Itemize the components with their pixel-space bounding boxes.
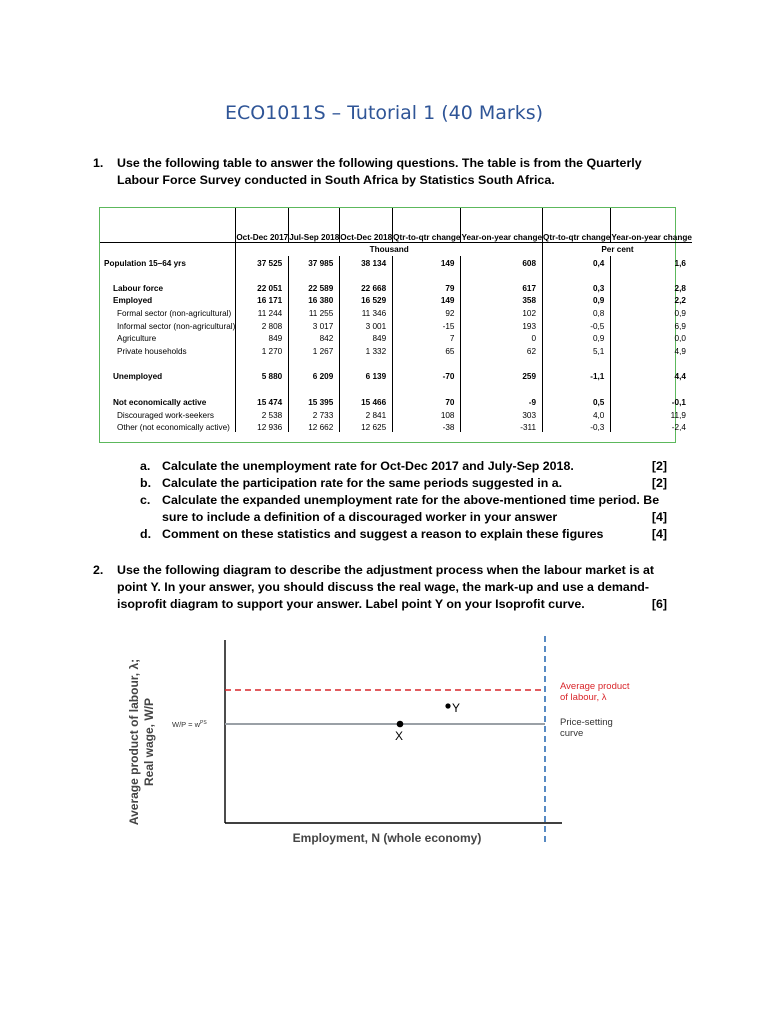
question-2-line3: isoprofit diagram to support your answer. Label point Y on your Isoprofit curve. — [117, 597, 585, 611]
table-cell: 4,9 — [611, 343, 692, 356]
table-cell: 2 733 — [289, 407, 340, 420]
header-cell: Year-on-year change — [461, 208, 543, 243]
table-cell: 15 395 — [289, 381, 340, 407]
sub-question-marks: [4] — [651, 527, 667, 541]
table-cell: 65 — [393, 343, 461, 356]
apl-label-line1: Average product — [560, 681, 630, 692]
table-cell: 1 267 — [289, 343, 340, 356]
table-cell: 358 — [461, 293, 543, 306]
x-axis-label: Employment, N (whole economy) — [292, 831, 482, 845]
table-cell: -311 — [461, 420, 543, 433]
header-cell: Oct-Dec 2017 — [236, 208, 289, 243]
table-cell: 2 538 — [236, 407, 289, 420]
table-cell: 5 880 — [236, 356, 289, 382]
sub-question-marks: [4] — [651, 510, 667, 524]
table-cell: -15 — [393, 318, 461, 331]
ps-label-line2: curve — [560, 728, 584, 739]
row-label: Discouraged work-seekers — [117, 410, 214, 420]
row-label: Unemployed — [113, 372, 163, 382]
table-cell: 2 808 — [236, 318, 289, 331]
header-cell: Qtr-to-qtr change — [393, 208, 461, 243]
table-cell: 3 001 — [340, 318, 393, 331]
table-row — [100, 407, 692, 420]
apl-label-line2: of labour, λ — [560, 692, 607, 703]
table-cell: 37 985 — [289, 256, 340, 269]
lfs-table-frame — [99, 207, 692, 443]
row-label: Population 15–64 yrs — [104, 259, 186, 269]
sub-question-letter: d. — [140, 527, 152, 541]
table-cell: 16 380 — [289, 293, 340, 306]
question-2-line1: Use the following diagram to describe the adjustment process when the labour market is at — [117, 563, 655, 577]
sub-question-text: Calculate the expanded unemployment rate for the above-mentioned time period. Be — [162, 493, 660, 507]
table-cell: 6 139 — [340, 356, 393, 382]
table-cell: 149 — [393, 256, 461, 269]
table-cell: 0 — [461, 331, 543, 344]
sub-question-text: Calculate the participation rate for the same periods suggested in a. — [162, 476, 563, 490]
row-label: Private households — [117, 346, 187, 356]
table-row — [100, 293, 692, 306]
table-cell: 16 529 — [340, 293, 393, 306]
table-header-row — [100, 208, 692, 243]
table-cell: 849 — [236, 331, 289, 344]
table-cell: 102 — [461, 305, 543, 318]
row-label: Labour force — [113, 283, 164, 293]
question-1-line2: Labour Force Survey conducted in South Africa by Statistics South Africa. — [117, 173, 555, 187]
unit-percent: Per cent — [543, 243, 692, 256]
header-cell: Oct-Dec 2018 — [340, 208, 393, 243]
row-label: Not economically active — [113, 397, 207, 407]
table-row — [100, 331, 692, 344]
sub-question-letter: a. — [140, 459, 151, 473]
table-cell: 2 841 — [340, 407, 393, 420]
table-cell: 22 668 — [340, 268, 393, 293]
table-cell: 0,5 — [543, 381, 611, 407]
table-cell: 6,9 — [611, 318, 692, 331]
table-cell: 1 332 — [340, 343, 393, 356]
table-cell: 0,8 — [543, 305, 611, 318]
table-cell: -38 — [393, 420, 461, 433]
table-row — [100, 305, 692, 318]
sub-question-b — [140, 475, 667, 492]
table-cell: 4,0 — [543, 407, 611, 420]
table-row — [100, 343, 692, 356]
table-cell: 2,8 — [611, 268, 692, 293]
table-cell: 15 474 — [236, 381, 289, 407]
header-cell: Jul-Sep 2018 — [289, 208, 340, 243]
table-cell: 5,1 — [543, 343, 611, 356]
sub-question-text: Calculate the unemployment rate for Oct-Dec 2017 and July-Sep 2018. — [162, 459, 574, 473]
y-axis-label-line2: Real wage, W/P — [142, 697, 156, 787]
table-cell: 12 936 — [236, 420, 289, 433]
table-cell: 6 209 — [289, 356, 340, 382]
question-1 — [93, 155, 653, 189]
table-cell: 842 — [289, 331, 340, 344]
y-axis-label-line1: Average product of labour, λ; — [127, 658, 141, 826]
row-label: Agriculture — [117, 334, 157, 344]
table-cell: 108 — [393, 407, 461, 420]
table-cell: 0,9 — [611, 305, 692, 318]
table-cell: 259 — [461, 356, 543, 382]
table-cell: 303 — [461, 407, 543, 420]
sub-question-marks: [2] — [651, 476, 667, 490]
ps-label-line1: Price-setting — [560, 717, 613, 728]
table-cell: 12 625 — [340, 420, 393, 433]
wage-label: $W/P = w^{PS}$ — [172, 720, 207, 729]
sub-question-text-line2: sure to include a definition of a discouraged worker in your answer — [162, 510, 558, 524]
point-x-marker — [397, 721, 404, 728]
sub-question-text: Comment on these statistics and suggest a reason to explain these figures — [162, 527, 604, 541]
table-cell: 608 — [461, 256, 543, 269]
question-1-number: 1. — [93, 156, 104, 170]
table-row — [100, 256, 692, 269]
table-cell: 11 255 — [289, 305, 340, 318]
table-row — [100, 318, 692, 331]
table-row — [100, 268, 692, 293]
table-cell: 12 662 — [289, 420, 340, 433]
table-cell: 4,4 — [611, 356, 692, 382]
table-cell: 62 — [461, 343, 543, 356]
point-y-marker — [445, 703, 450, 708]
page-title: ECO1011S – Tutorial 1 (40 Marks) — [224, 102, 544, 124]
table-cell: -0,5 — [543, 318, 611, 331]
table-cell: 0,3 — [543, 268, 611, 293]
table-cell: 22 051 — [236, 268, 289, 293]
sub-question-letter: b. — [140, 476, 152, 490]
table-cell: 849 — [340, 331, 393, 344]
table-cell: -1,1 — [543, 356, 611, 382]
table-cell: 0,9 — [543, 331, 611, 344]
point-x-label: X — [395, 729, 404, 743]
point-y-label: Y — [452, 701, 461, 715]
header-cell: Year-on-year change — [611, 208, 692, 243]
table-cell: 1,6 — [611, 256, 692, 269]
table-cell: 149 — [393, 293, 461, 306]
row-label: Formal sector (non-agricultural) — [117, 308, 232, 318]
lfs-table — [100, 208, 692, 432]
table-cell: -70 — [393, 356, 461, 382]
table-cell: 0,4 — [543, 256, 611, 269]
table-unit-row — [100, 243, 692, 256]
table-cell: 70 — [393, 381, 461, 407]
table-cell: -0,1 — [611, 381, 692, 407]
table-cell: 1 270 — [236, 343, 289, 356]
sub-question-a — [140, 458, 667, 475]
table-cell: 0,9 — [543, 293, 611, 306]
table-cell: 22 589 — [289, 268, 340, 293]
table-row — [100, 356, 692, 382]
table-cell: 11,9 — [611, 407, 692, 420]
labour-market-diagram — [122, 632, 662, 854]
table-cell: 0,0 — [611, 331, 692, 344]
sub-question-d — [140, 526, 667, 543]
table-cell: 16 171 — [236, 293, 289, 306]
table-row — [100, 381, 692, 407]
table-cell: 11 346 — [340, 305, 393, 318]
table-cell: 193 — [461, 318, 543, 331]
row-label: Employed — [113, 296, 153, 306]
table-cell: -2,4 — [611, 420, 692, 433]
table-cell: 15 466 — [340, 381, 393, 407]
table-cell: 7 — [393, 331, 461, 344]
table-cell: -9 — [461, 381, 543, 407]
sub-question-c — [140, 492, 667, 526]
table-cell: 37 525 — [236, 256, 289, 269]
table-cell: 617 — [461, 268, 543, 293]
table-cell: 92 — [393, 305, 461, 318]
table-cell: -0,3 — [543, 420, 611, 433]
table-cell: 2,2 — [611, 293, 692, 306]
row-label: Other (not economically active) — [117, 423, 230, 433]
question-2 — [93, 562, 667, 613]
question-2-marks: [6] — [651, 597, 667, 611]
question-2-line2: point Y. In your answer, you should discuss the real wage, the mark-up and use a demand- — [117, 580, 650, 594]
table-row — [100, 420, 692, 433]
question-2-number: 2. — [93, 563, 104, 577]
table-cell: 38 134 — [340, 256, 393, 269]
sub-question-letter: c. — [140, 493, 151, 507]
table-cell: 3 017 — [289, 318, 340, 331]
sub-question-marks: [2] — [651, 459, 667, 473]
header-cell: Qtr-to-qtr change — [543, 208, 611, 243]
unit-thousand: Thousand — [236, 243, 543, 256]
table-cell: 79 — [393, 268, 461, 293]
table-cell: 11 244 — [236, 305, 289, 318]
question-1-line1: Use the following table to answer the following questions. The table is from the Quarterly — [117, 156, 642, 170]
row-label: Informal sector (non-agricultural) — [117, 321, 236, 331]
